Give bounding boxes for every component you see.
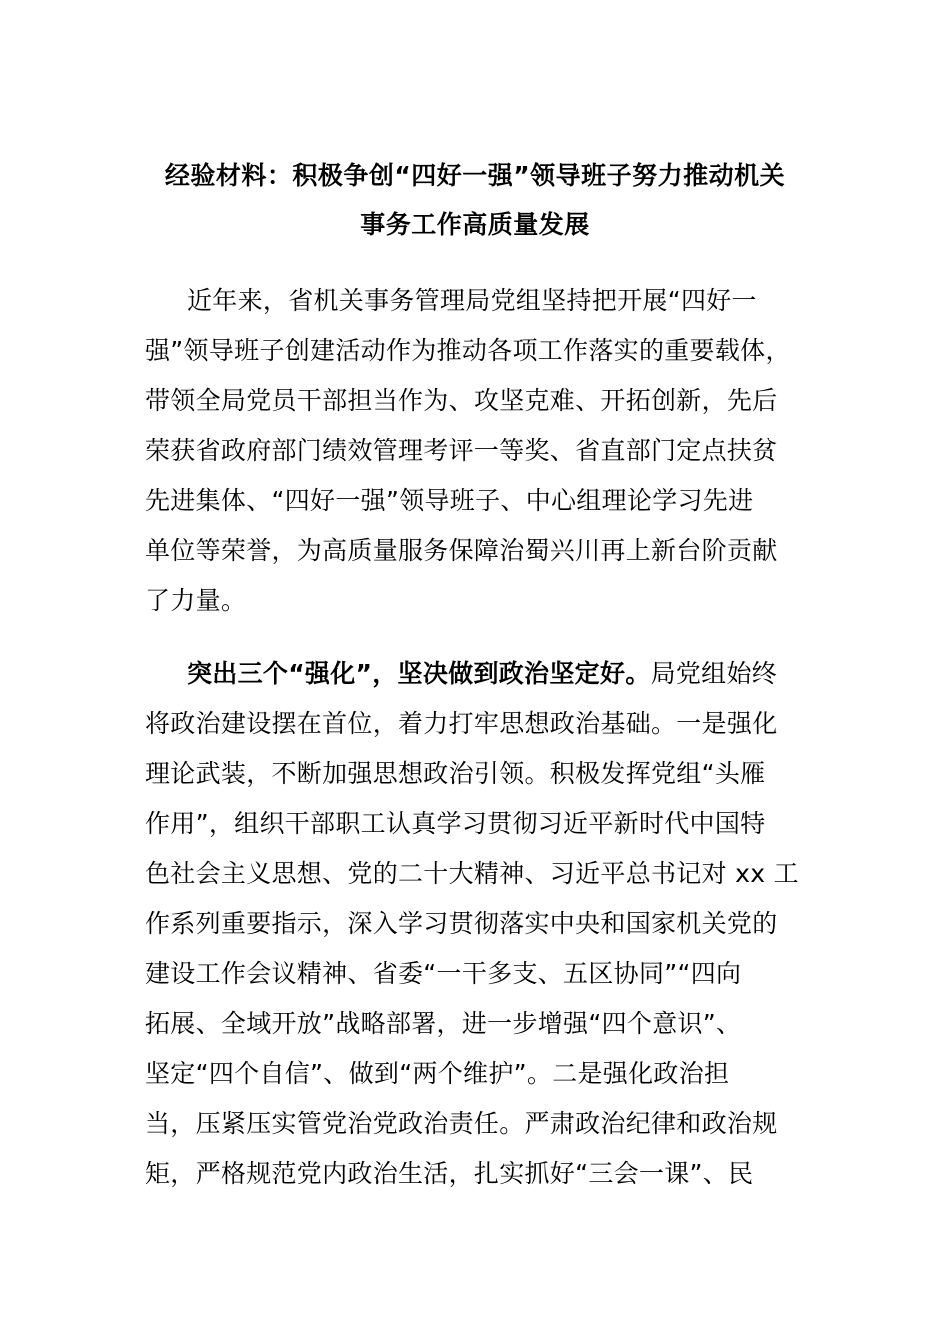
paragraph-2-line-6: 作系列重要指示，深入学习贯彻落实中央和国家机关党的 xyxy=(145,909,778,938)
paragraph-1-line-7: 了力量。 xyxy=(145,586,247,615)
document-title-line-1: 经验材料：积极争创“四好一强”领导班子努力推动机关 xyxy=(164,161,786,190)
paragraph-1-line-5: 先进集体、“四好一强”领导班子、中心组理论学习先进 xyxy=(145,486,754,515)
paragraph-1-line-3: 带领全局党员干部担当作为、攻坚克难、开拓创新，先后 xyxy=(145,386,778,415)
paragraph-1-line-1: 近年来，省机关事务管理局党组坚持把开展“四好一 xyxy=(187,286,757,315)
paragraph-2-line-9: 坚定“四个自信”、做到“两个维护”。二是强化政治担 xyxy=(145,1059,730,1088)
document-title-line-2: 事务工作高质量发展 xyxy=(360,210,590,239)
paragraph-2-first-line-rest: 局党组始终 xyxy=(650,659,778,688)
paragraph-2-line-7: 建设工作会议精神、省委“一干多支、五区协同”“四向 xyxy=(145,959,742,988)
paragraph-2-line-5: 色社会主义思想、党的二十大精神、习近平总书记对 xx 工 xyxy=(145,859,799,888)
paragraph-2-line-8: 拓展、全域开放”战略部署，进一步增强“四个意识”、 xyxy=(145,1009,742,1038)
paragraph-2-line-4: 作用”，组织干部职工认真学习贯彻习近平新时代中国特 xyxy=(145,809,766,838)
paragraph-2-line-11: 矩，严格规范党内政治生活，扎实抓好“三会一课”、民 xyxy=(145,1159,754,1188)
paragraph-2-line-1 xyxy=(187,658,835,690)
paragraph-1-line-4: 荣获省政府部门绩效管理考评一等奖、省直部门定点扶贫 xyxy=(145,436,778,465)
paragraph-1-line-2: 强”领导班子创建活动作为推动各项工作落实的重要载体， xyxy=(145,336,791,365)
paragraph-2-line-3: 理论武装，不断加强思想政治引领。积极发挥党组“头雁 xyxy=(145,759,766,788)
paragraph-2-heading: 突出三个“强化”，坚决做到政治坚定好。 xyxy=(187,659,651,688)
paragraph-1-line-6: 单位等荣誉，为高质量服务保障治蜀兴川再上新台阶贡献 xyxy=(145,536,778,565)
paragraph-2-line-2: 将政治建设摆在首位，着力打牢思想政治基础。一是强化 xyxy=(145,709,778,738)
paragraph-2-line-10: 当，压紧压实管党治党政治责任。严肃政治纪律和政治规 xyxy=(145,1109,778,1138)
